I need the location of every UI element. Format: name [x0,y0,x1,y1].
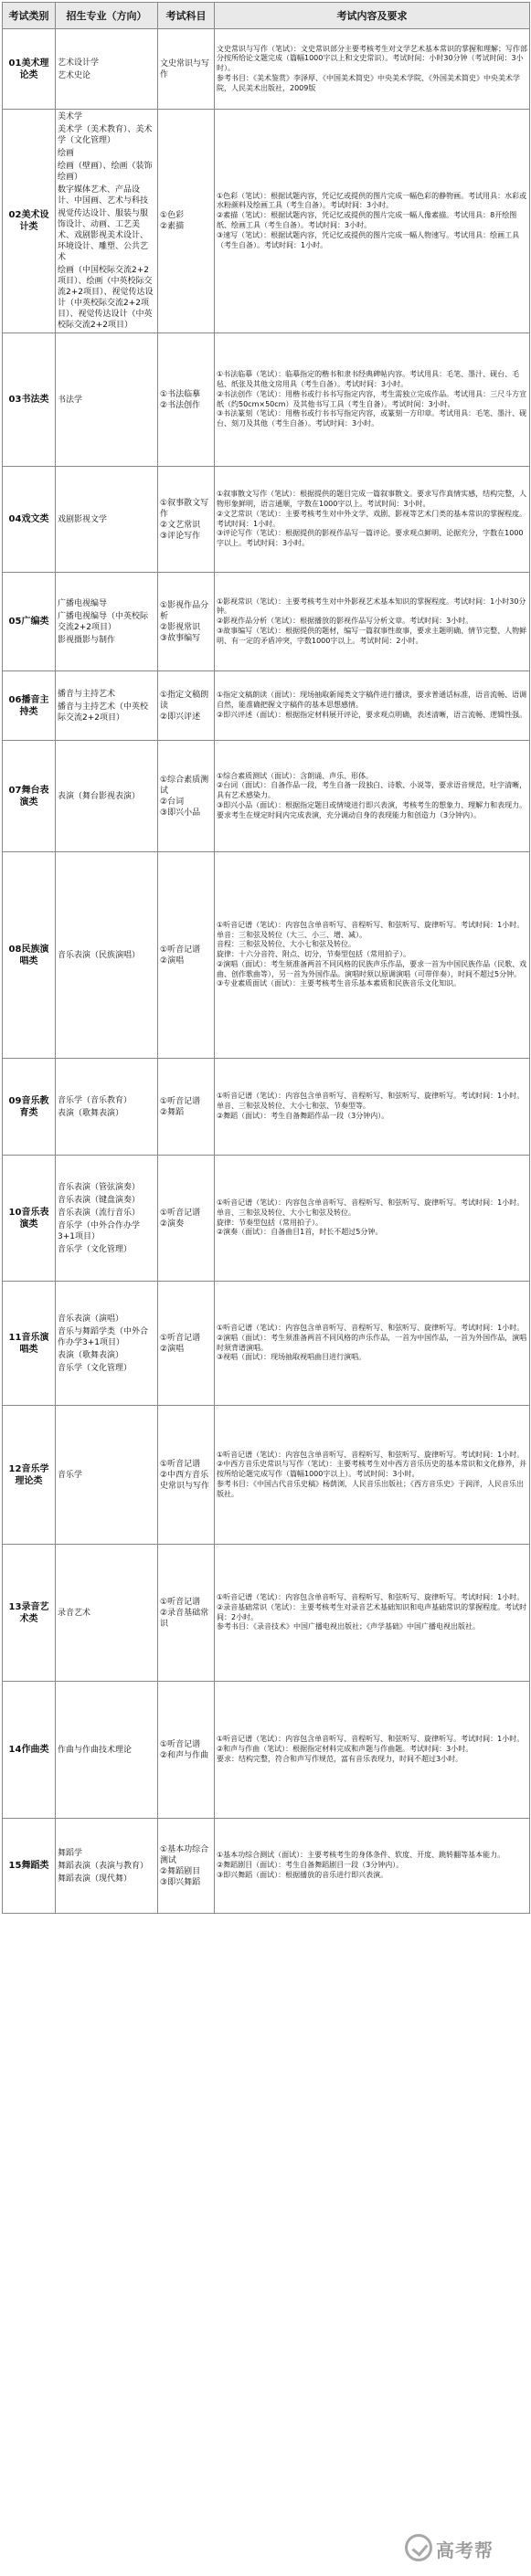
major-item: 书法学 [58,395,83,405]
major-item: 音乐学 [58,1470,83,1480]
requirement-paragraph: 参考书目：《录音技术》中国广播电视出版社；《声学基础》中国广播电视出版社。 [217,1622,480,1631]
subject-cell [158,29,215,110]
subject-item: ②文艺常识 [160,520,201,530]
major-item: 表演（歌舞表演） [58,1108,124,1118]
category-cell: 12音乐学理论类 [3,1406,56,1545]
requirement-paragraph: ③即兴舞蹈（面试）：根据播放的音乐进行即兴表演。 [217,1870,388,1879]
subject-item: ①叙事散文写作 [160,498,209,519]
subject-item: ①基本功综合测试 [160,1844,209,1865]
watermark-text: 高考帮 [436,2539,494,2561]
requirement-paragraph: ②舞蹈（面试）：考生自备舞蹈作品一段（3分钟内）。 [217,1111,389,1120]
subject-cell [158,852,215,1059]
subject-item: ①色彩 [160,211,185,220]
requirement-paragraph: ①听音记谱（笔试）：内容包含单音听写、音程听写、和弦听写、旋律听写。考试时间：1小时。 [217,1592,525,1601]
requirements-cell [215,671,530,741]
header-content: 考试内容及要求 [215,3,530,29]
requirement-paragraph: 旋律：节奏型包括（常用拍子）。 [217,1218,323,1227]
major-item: 音乐与舞蹈学类（中外合作办学3+1项目） [58,1326,149,1347]
subject-item: 文史常识与写作 [160,58,210,79]
requirement-paragraph: ①听音记谱（笔试）：内容包含单音听写、音程听写、和弦听写、旋律听写。考试时间：1小时。 [217,1735,525,1744]
subject-cell [158,573,215,671]
subject-item: ②演唱 [160,1344,185,1354]
requirement-paragraph: ①指定文稿朗读（面试）：现场抽取新闻类文字稿件进行播读，要求普通话标准，语音流畅、语调自然，能准确把握文字稿件的基本思想感情。 [217,691,527,710]
requirement-paragraph: 参考书目：《中国古代音乐史稿》杨荫浏，人民音乐出版社；《西方音乐史》于润洋，人民音乐出版社。 [217,1479,524,1498]
subject-item: ①听音记谱 [160,1333,201,1343]
major-item: 广播电视编导（中英校际交流2+2项目） [58,611,149,632]
category-cell: 02美术设计类 [3,110,56,333]
requirement-paragraph: ②和声与作曲（笔试）：根据指定材料完成和声题与作曲题。考试时间：3小时。 [217,1745,473,1754]
subject-cell [158,741,215,852]
requirements-cell [215,1545,530,1682]
major-item: 作曲与作曲技术理论 [58,1745,133,1755]
requirement-paragraph: ②录音基础常识（笔试）：主要考核考生对录音艺术基础知识和电声基础常识的掌握程度。考试时间：2小时。 [217,1602,527,1621]
major-item: 音乐学（文化管理） [58,1244,133,1254]
subject-item: ③故事编写 [160,633,201,643]
subject-item: ②素描 [160,222,185,231]
subject-cell [158,1545,215,1682]
major-cell [56,110,158,333]
subject-cell [158,1156,215,1282]
major-cell [56,333,158,467]
table-body [3,29,530,1914]
requirement-paragraph: ②素描（笔试）：根据试题内容，凭记忆或提供的图片完成一幅人像素描。考试用具：8开绘图纸、绘画工具（考生自备）。考试时间：3小时。 [217,211,517,229]
subject-item: ①听音记谱 [160,945,201,955]
major-item: 音乐学（音乐教育） [58,1095,133,1105]
category-cell: 03书法类 [3,333,56,467]
subject-item: ③评论写作 [160,531,201,541]
major-cell [56,1156,158,1282]
major-item: 视觉传达设计、服装与服饰设计、动画、工艺美术、戏剧影视美术设计、环境设计、雕塑、公共艺术 [58,209,149,262]
subject-item: ③即兴舞蹈 [160,1877,201,1887]
requirements-cell [215,110,530,333]
subject-item: ①书法临摹 [160,389,201,399]
requirement-paragraph: ②演唱（面试）：考生须准备两首不同风格的声乐作品，一首为中国作品，一首为外国作品，演唱时须背谱演唱。 [217,1333,527,1352]
subject-cell [158,1819,215,1914]
category-cell: 13录音艺术类 [3,1545,56,1682]
subject-item: ②影视常识 [160,622,201,632]
major-cell [56,1059,158,1156]
subject-item: ②演奏 [160,1219,185,1229]
requirement-paragraph: ③评论写作（笔试）：根据提供的影视作品写一篇评论。要求观点鲜明、论据充分，字数在1000字以上。考试时间：3小时。 [217,529,524,548]
requirement-paragraph: ②书法创作（笔试）：用楷书或行书书写指定内容，考生需独立完成作品。考试用具：三尺斗方宣纸（约50cm×50cm）及其他书写工具（考生自备）。考试时间：3小时。 [217,389,527,408]
subject-item: ①影视作品分析 [160,600,209,621]
major-item: 艺术设计学 [58,58,100,68]
major-item: 音乐表演（键盘演奏） [58,1195,141,1205]
subject-item: ②录音基础常识 [160,1608,209,1629]
subject-item: ①听音记谱 [160,1459,201,1469]
category-cell: 11音乐演唱类 [3,1282,56,1406]
table-row [3,671,530,741]
table-row [3,1545,530,1682]
requirement-paragraph: ①听音记谱（笔试）：内容包含单音听写、音程听写、和弦听写、旋律听写。考试时间：1小时。 [217,920,525,929]
subject-item: ①综合素质测试 [160,775,209,796]
category-cell: 10音乐表演类 [3,1156,56,1282]
subject-item: ③即兴小品 [160,808,201,818]
subject-item: ①听音记谱 [160,1208,201,1218]
major-item: 音乐学（文化管理） [58,1363,133,1373]
major-item: 播音与主持艺术 [58,689,116,699]
requirements-cell [215,1819,530,1914]
major-cell [56,573,158,671]
major-item: 舞蹈表演（表演与教育） [58,1861,149,1871]
major-item: 舞蹈表演（现代舞） [58,1874,133,1884]
major-cell [56,1545,158,1682]
category-cell: 09音乐教育类 [3,1059,56,1156]
major-cell [56,1819,158,1914]
major-cell [56,1682,158,1819]
category-cell: 06播音主持类 [3,671,56,741]
requirements-cell [215,1406,530,1545]
requirement-paragraph: ②即兴评述（面试）：根据指定材料展开评论，要求观点明确，表述清晰，语言流畅、逻辑性强。 [217,710,527,719]
subject-item: ①听音记谱 [160,1739,201,1749]
exam-table [2,2,530,1914]
table-row [3,333,530,467]
requirement-paragraph: ②舞蹈剧目（面试）：考生自备舞蹈剧目一段（3分钟内）。 [217,1861,404,1870]
requirements-cell [215,852,530,1059]
subject-item: ①听音记谱 [160,1096,201,1106]
header-category: 考试类别 [3,3,56,29]
requirement-paragraph: ①综合素质测试（面试）：含朗诵、声乐、形体。 [217,771,374,780]
requirement-paragraph: ②演奏（面试）：自备曲目1首，时长不超过5分钟。 [217,1228,383,1237]
major-item: 舞蹈学 [58,1848,83,1858]
table-row [3,741,530,852]
major-item: 音乐表演（民族演唱） [58,950,141,960]
subject-item: ②书法创作 [160,400,201,410]
requirement-paragraph: ②演唱（面试）：考生须准备两首不同风格的民族声乐作品，要求一首为中国民族作品（民歌、戏曲、创作歌曲等），另一首为外国作品。演唱时须以原调演唱（可带伴奏），时间不超过5分钟。 [217,959,527,978]
requirement-paragraph: 旋律：十六分音符、附点、切分，节奏型包括（常用拍子）。 [217,950,410,959]
requirement-paragraph: ①色彩（笔试）：根据试题内容，凭记忆或提供的图片完成一幅色彩的静物画。考试用具：水彩或水粉颜料及绘画工具（考生自备）。考试时间：3小时。 [217,191,527,210]
subject-item: ②舞蹈剧目 [160,1866,201,1876]
requirement-paragraph: ②影视作品分析（笔试）：根据播放的影视作品写分析文章。考试时间：3小时。 [217,617,473,626]
major-cell [56,29,158,110]
watermark-logo [401,2530,520,2569]
requirement-paragraph: ③即兴小品（面试）：根据指定题目或情境进行即兴表演，考核考生的想象力、理解力和表现力。要求考生在规定时间内完成表演，充分调动自身的表现能力和创造力（3分钟内）。 [217,800,527,819]
subject-cell [158,110,215,333]
requirement-paragraph: 要求：结构完整，符合和声写作规范，富有音乐表现力，时间不超过3小时。 [217,1754,463,1763]
table-header [3,3,530,29]
requirement-paragraph: 文史常识与写作（笔试）：文史常识部分主要考核考生对文学艺术基本常识的掌握和理解；写作部分按所给论文题完成（篇幅1000字以上和文史常识）。考试时间：小时30分钟（考试时间：3小时）。 [217,44,527,73]
subject-cell [158,333,215,467]
table-row [3,467,530,573]
subject-item: ②舞蹈 [160,1107,185,1117]
requirement-paragraph: ③专业素质面试（面试）：主要考核考生音乐基本素质和民族音乐文化知识。 [217,979,462,988]
category-cell: 08民族演唱类 [3,852,56,1059]
major-item: 影视摄影与制作 [58,635,116,645]
major-item: 美术学 [58,112,83,121]
table-row [3,1059,530,1156]
requirement-paragraph: ②台词（面试）：自备作品一段，考生自备一段独白、诗歌、小说等，要求语音规范，吐字清晰，具有艺术感染力。 [217,781,527,800]
major-item: 录音艺术 [58,1608,91,1618]
table-row [3,1819,530,1914]
major-item: 数字媒体艺术、产品设计、中国画、艺术与科技 [58,185,149,206]
major-cell [56,1282,158,1406]
category-cell: 05广编类 [3,573,56,671]
requirements-cell [215,1059,530,1156]
major-cell [56,852,158,1059]
category-cell: 01美术理论类 [3,29,56,110]
major-cell [56,467,158,573]
requirements-cell [215,573,530,671]
subject-item: ②演唱 [160,955,185,966]
subject-cell [158,1282,215,1406]
major-cell [56,741,158,852]
table-row [3,110,530,333]
subject-cell [158,671,215,741]
major-item: 绘画 [58,149,75,158]
major-item: 播音与主持艺术（中英校际交流2+2项目） [58,702,149,723]
major-item: 艺术史论 [58,70,91,80]
category-cell: 07舞台表演类 [3,741,56,852]
requirement-paragraph: ①影视常识（笔试）：主要考核考生对中外影视艺术基本知识的掌握程度。考试时间：1小时30分钟。 [217,596,526,616]
requirements-cell [215,467,530,573]
checkmark-logo-icon [405,2534,432,2561]
major-item: 表演（舞台影视表演） [58,791,141,801]
major-item: 音乐学（中外合作办学3+1项目） [58,1220,141,1241]
major-item: 音乐表演（演唱） [58,1314,124,1324]
subject-item: ②和声与作曲 [160,1750,209,1760]
requirement-paragraph: ①听音记谱（笔试）：内容包含单音听写、音程听写、和弦听写、旋律听写。考试时间：1小时。 [217,1323,525,1332]
subject-item: ①听音记谱 [160,1597,201,1607]
requirements-cell [215,1282,530,1406]
requirement-paragraph: ①书法临摹（笔试）：临摹指定的楷书和隶书经典碑帖内容。考试用具：毛笔、墨汁、砚台、毛毡、纸张及其他文房用具（考生自备）。考试时间：3小时。 [217,370,520,388]
requirement-paragraph: 音程：三和弦及转位、大小七和弦及转位。 [217,940,356,949]
requirements-cell [215,333,530,467]
requirements-cell [215,1682,530,1819]
requirements-cell [215,1156,530,1282]
requirement-paragraph: 单音：三和弦及转位（大三、小三、增、减）。 [217,930,366,939]
requirement-paragraph: ①听音记谱（笔试）：内容包含单音听写、音程听写、和弦听写、旋律听写。考试时间：1小时。 [217,1198,525,1207]
major-item: 美术学（美术教育）、美术学（文化管理） [58,125,153,145]
major-item: 表演（歌舞表演） [58,1350,124,1360]
major-item: 戏剧影视文学 [58,514,108,524]
category-cell: 14作曲类 [3,1682,56,1819]
requirements-cell [215,741,530,852]
table-row [3,1406,530,1545]
requirement-paragraph: 单音、三和弦及转位、大小七和弦及转位。 [217,1208,356,1217]
requirement-paragraph: ②文艺常识（笔试）：主要考核考生对中外文学、戏剧、影视等艺术门类的基本常识的掌握程度。考试时间：1小时。 [217,509,527,528]
major-cell [56,671,158,741]
table-row [3,1282,530,1406]
requirement-paragraph: 参考书目：《美术鉴赏》李泽厚、《中国美术简史》中央美术学院、《外国美术简史》中央美术学院，人民美术出版社，2009版 [217,73,520,92]
major-item: 音乐表演（流行音乐） [58,1208,141,1218]
requirement-paragraph: ③视唱（面试）：现场抽取视唱曲目进行演唱。 [217,1353,366,1362]
table-row [3,852,530,1059]
table-row [3,573,530,671]
header-major: 招生专业（方向） [56,3,158,29]
subject-cell [158,1059,215,1156]
table-row [3,1156,530,1282]
requirement-paragraph: ③速写（笔试）：根据试题内容，凭记忆或提供的图片完成一幅人物速写。考试用具：绘画工具（考生自备）。考试时间：1小时。 [217,230,520,249]
subject-cell [158,1406,215,1545]
major-item: 音乐表演（管弦演奏） [58,1182,141,1192]
subject-cell [158,467,215,573]
table-row [3,29,530,110]
requirement-paragraph: ③故事编写（笔试）：根据提供的题材，编写一篇叙事性故事，要求主题明确、情节完整、人物鲜明、有一定的矛盾冲突，字数1000字以上。考试时间：2小时。 [217,626,527,645]
major-item: 绘画（壁画）、绘画（装饰绘画） [58,162,153,182]
requirement-paragraph: ①听音记谱（笔试）：内容包含单音听写、音程听写、和弦听写、旋律听写。考试时间：1小时。 [217,1092,525,1101]
requirement-paragraph: ①听音记谱（笔试）：内容包含单音听写、音程听写、和弦听写、旋律听写。考试时间：1小时。 [217,1450,525,1459]
major-item: 绘画（中国校际交流2+2项目）、绘画（中英校际交流2+2项目）、视觉传达设计（中英校际交流2+2项目）、视觉传达设计（中英校际交流2+2项目） [58,266,154,330]
subject-item: ②即兴评述 [160,712,201,722]
header-subject: 考试科目 [158,3,215,29]
subject-cell [158,1682,215,1819]
requirement-paragraph: 单音、三和弦及转位、大小七和弦、节奏型等。 [217,1102,370,1111]
table-row [3,1682,530,1819]
subject-item: ②台词 [160,797,185,807]
requirement-paragraph: ①叙事散文写作（笔试）：根据提供的题目完成一篇叙事散文。要求写作真情实感，结构完整，人物形象鲜明，语言通顺，字数在1000字以上。考试时间：3小时。 [217,490,527,508]
major-cell [56,1406,158,1545]
major-item: 广播电视编导 [58,598,108,608]
requirement-paragraph: ③书法篆刻（笔试）：用楷书或行书书写指定内容，或篆刻一方印章。考试用具：毛笔、墨汁、砚台、刻刀及其他（考生自备）。考试时间：3小时。 [217,409,527,428]
requirements-cell [215,29,530,110]
category-cell: 04戏文类 [3,467,56,573]
requirement-paragraph: ①基本功综合测试（面试）：主要考核考生的身体条件、软度、开度、跳转翻等基本能力。 [217,1851,505,1860]
subject-item: ②中西方音乐史常识与写作 [160,1470,210,1491]
requirement-paragraph: ②中西方音乐史常识与写作（笔试）：主要考核考生对中西方音乐历史的基本常识和文化修养，并按所给论题完成写作（篇幅1000字以上）。考试时间：3小时。 [217,1460,527,1479]
category-cell: 15舞蹈类 [3,1819,56,1914]
subject-item: ①指定文稿朗读 [160,690,209,711]
